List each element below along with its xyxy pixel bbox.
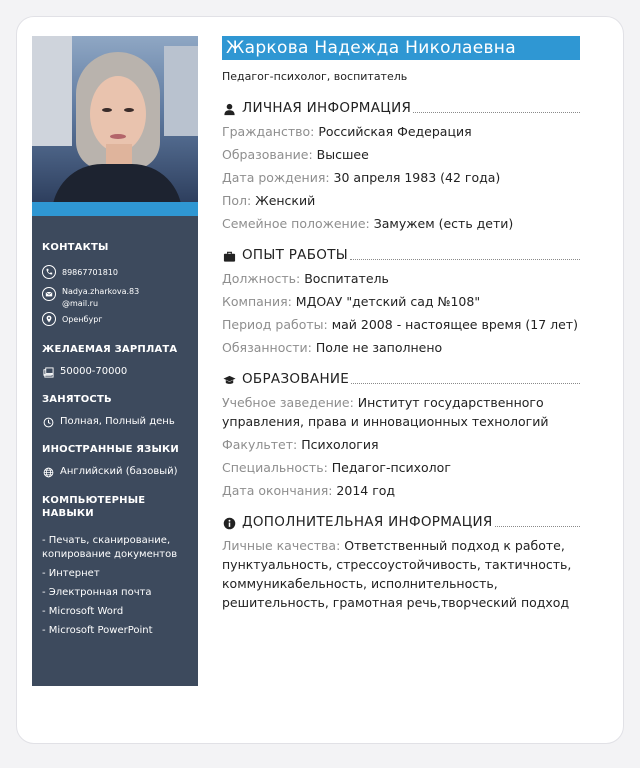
email-line-1: Nadya.zharkova.83: [62, 287, 140, 296]
field-gender: Пол: Женский: [222, 193, 316, 208]
field-specialty: Специальность: Педагог-психолог: [222, 460, 451, 475]
mail-icon: [42, 287, 56, 301]
resume-sidebar: [32, 36, 198, 686]
additional-title: ДОПОЛНИТЕЛЬНАЯ ИНФОРМАЦИЯ: [242, 514, 493, 530]
employment-text: Полная, Полный день: [60, 416, 175, 427]
salary-row: [42, 365, 188, 378]
list-item: - Microsoft PowerPoint: [42, 625, 153, 636]
field-company: Компания: МДОАУ "детский сад №108": [222, 294, 481, 309]
globe-icon: [42, 466, 54, 478]
list-item: - Интернет: [42, 568, 100, 579]
field-work-period: Период работы: май 2008 - настоящее время (17 лет): [222, 317, 578, 332]
sidebar-accent-bar: [32, 202, 198, 216]
personal-heading: [222, 98, 580, 116]
heading-divider: [351, 383, 580, 384]
user-icon: [222, 102, 236, 116]
field-education-level: Образование: Высшее: [222, 147, 369, 162]
languages-row: [42, 465, 188, 478]
contact-email: [42, 287, 188, 310]
field-institution: Учебное заведение: Институт государственного управления, права и инновационных технологий: [222, 395, 549, 429]
field-duties: Обязанности: Поле не заполнено: [222, 340, 443, 355]
list-item: - Microsoft Word: [42, 606, 124, 617]
experience-heading: [222, 245, 580, 263]
computer-skills-title: КОМПЬЮТЕРНЫЕ НАВЫКИ: [42, 495, 146, 519]
field-job-title: Должность: Воспитатель: [222, 271, 389, 286]
phone-text[interactable]: 89867701810: [62, 268, 118, 277]
money-icon: [42, 366, 54, 378]
salary-title: ЖЕЛАЕМАЯ ЗАРПЛАТА: [42, 344, 178, 355]
additional-heading: [222, 512, 580, 530]
field-graduation-date: Дата окончания: 2014 год: [222, 483, 396, 498]
experience-title: ОПЫТ РАБОТЫ: [242, 247, 348, 263]
profile-photo: [32, 36, 198, 202]
phone-icon: [42, 265, 56, 279]
field-personal-qualities: Личные качества: Ответственный подход к работе, пунктуальность, стрессоустойчивость, тактичность, коммуникабельность, исполнительность, решительность, грамотная речь,творческий подход: [222, 538, 572, 610]
contacts-title: КОНТАКТЫ: [42, 242, 109, 253]
heading-divider: [413, 112, 580, 113]
employment-row: [42, 415, 188, 428]
person-name: Жаркова Надежда Николаевна: [222, 36, 580, 60]
computer-skills-list: [42, 534, 188, 638]
info-icon: [222, 516, 236, 530]
list-item: - Электронная почта: [42, 587, 152, 598]
additional-section: [222, 512, 580, 612]
salary-text: 50000-70000: [60, 366, 128, 377]
experience-section: [222, 245, 580, 357]
education-title: ОБРАЗОВАНИЕ: [242, 371, 350, 387]
heading-divider: [495, 526, 580, 527]
contact-phone: [42, 265, 188, 279]
person-position: Педагог-психолог, воспитатель: [222, 70, 408, 83]
resume-main: [222, 36, 580, 612]
personal-title: ЛИЧНАЯ ИНФОРМАЦИЯ: [242, 100, 412, 116]
heading-divider: [350, 259, 580, 260]
field-marital-status: Семейное положение: Замужем (есть дети): [222, 216, 514, 231]
email-line-2: @mail.ru: [62, 299, 99, 308]
languages-text: Английский (базовый): [60, 466, 178, 477]
clock-icon: [42, 416, 54, 428]
education-section: [222, 369, 580, 500]
employment-title: ЗАНЯТОСТЬ: [42, 394, 112, 405]
list-item: - Печать, сканирование, копирование документов: [42, 535, 178, 560]
graduation-cap-icon: [222, 373, 236, 387]
location-icon: [42, 312, 56, 326]
languages-title: ИНОСТРАННЫЕ ЯЗЫКИ: [42, 444, 179, 455]
city-text: Оренбург: [62, 315, 103, 324]
education-heading: [222, 369, 580, 387]
field-birth-date: Дата рождения: 30 апреля 1983 (42 года): [222, 170, 501, 185]
contact-city: [42, 312, 188, 326]
personal-section: [222, 98, 580, 233]
field-citizenship: Гражданство: Российская Федерация: [222, 124, 472, 139]
field-faculty: Факультет: Психология: [222, 437, 379, 452]
email-text[interactable]: [62, 286, 139, 310]
briefcase-icon: [222, 249, 236, 263]
